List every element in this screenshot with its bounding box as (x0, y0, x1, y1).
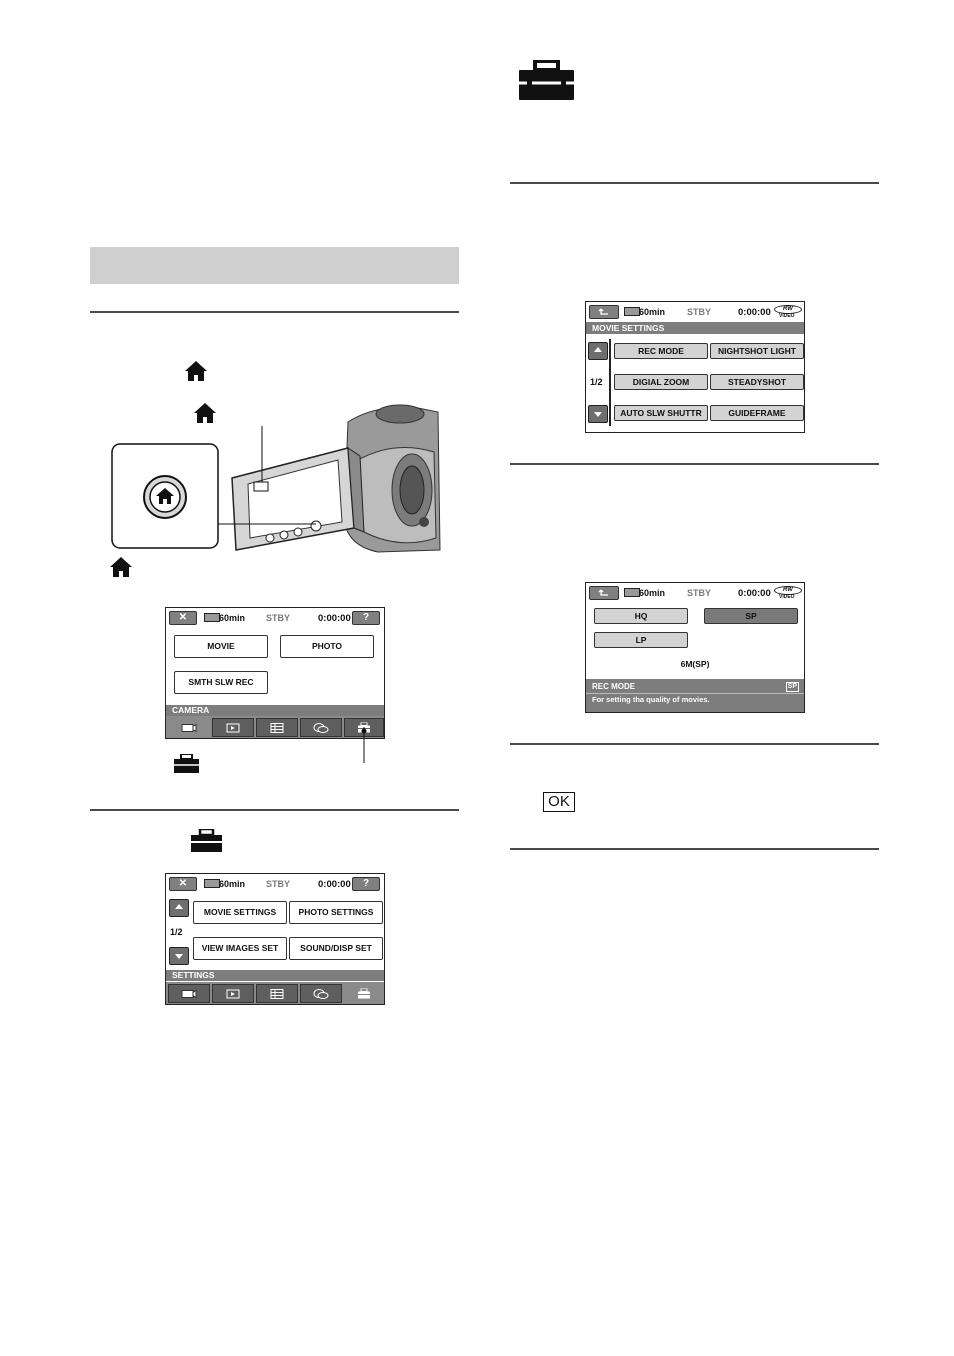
scroll-down-button[interactable] (169, 947, 189, 965)
return-button[interactable] (589, 305, 619, 319)
scroll-up-button[interactable] (588, 342, 608, 360)
tab-other[interactable] (256, 718, 298, 737)
scrollbar[interactable] (609, 339, 611, 426)
toolbox-icon (190, 829, 223, 853)
home-menu-screen (165, 607, 385, 739)
media-logo-sub: VIDEO (779, 313, 795, 319)
return-icon (598, 589, 610, 597)
battery-time: 60min (639, 588, 666, 598)
home-icon (184, 360, 208, 382)
play-icon (226, 723, 240, 733)
movie-button[interactable]: MOVIE (174, 635, 268, 658)
media-logo (774, 586, 802, 598)
current-value: 6M(SP) (680, 659, 710, 669)
scroll-up-button[interactable] (169, 899, 189, 917)
status-text: STBY (687, 307, 712, 317)
info-badge: SP (787, 683, 797, 690)
lcd-status-bar (586, 583, 804, 601)
toolbox-icon (173, 754, 200, 774)
photo-button[interactable]: PHOTO (280, 635, 374, 658)
divider (510, 848, 879, 850)
list-icon (270, 988, 284, 999)
toolbox-icon (357, 988, 371, 999)
divider (90, 809, 459, 811)
ok-button[interactable]: OK (543, 792, 575, 812)
status-text: STBY (266, 879, 291, 889)
tab-settings[interactable] (344, 984, 384, 1003)
status-text: STBY (687, 588, 712, 598)
category-label: SETTINGS (166, 970, 384, 981)
media-logo-sub: VIDEO (779, 594, 795, 600)
smooth-slow-rec-button[interactable]: SMTH SLW REC (174, 671, 268, 694)
battery-time: 60min (639, 307, 666, 317)
battery-time: 60min (219, 879, 246, 889)
option-lp[interactable]: LP (594, 632, 688, 648)
battery-time: 60min (219, 613, 246, 623)
timecode: 0:00:00 (738, 588, 771, 599)
tab-playback[interactable] (212, 718, 254, 737)
close-button[interactable]: ✕ (169, 877, 197, 891)
return-button[interactable] (589, 586, 619, 600)
timecode: 0:00:00 (318, 613, 351, 624)
camcorder-illustration (108, 400, 444, 560)
sound-disp-set-button[interactable]: SOUND/DISP SET (289, 937, 383, 960)
movie-settings-screen (585, 301, 805, 433)
info-title: REC MODE (592, 682, 636, 691)
section-header-band (90, 247, 459, 284)
lcd-status-bar (166, 874, 384, 892)
status-text: STBY (266, 613, 291, 623)
category-tabs (166, 716, 384, 738)
auto-slow-shutter-button[interactable]: AUTO SLW SHUTTR (614, 405, 708, 421)
tab-camera[interactable] (168, 984, 210, 1003)
info-title-underline (586, 693, 804, 694)
divider (510, 182, 879, 184)
digital-zoom-button[interactable]: DIGIAL ZOOM (614, 374, 708, 390)
screen-title: MOVIE SETTINGS (586, 322, 804, 334)
page-indicator: 1/2 (590, 377, 603, 387)
movie-settings-button[interactable]: MOVIE SETTINGS (193, 901, 287, 924)
list-icon (270, 722, 284, 733)
page-indicator: 1/2 (170, 927, 183, 937)
battery-icon (204, 613, 220, 622)
info-description: For setting tha quality of movies. (592, 695, 710, 704)
nightshot-light-button[interactable]: NIGHTSHOT LIGHT (710, 343, 804, 359)
option-hq[interactable]: HQ (594, 608, 688, 624)
media-logo (774, 305, 802, 317)
rec-mode-screen (585, 582, 805, 713)
settings-screen (165, 873, 385, 1005)
scroll-down-button[interactable] (588, 405, 608, 423)
rec-mode-button[interactable]: REC MODE (614, 343, 708, 359)
toolbox-icon (518, 60, 575, 101)
guideframe-button[interactable]: GUIDEFRAME (710, 405, 804, 421)
steadyshot-button[interactable]: STEADYSHOT (710, 374, 804, 390)
tab-camera[interactable] (168, 718, 210, 737)
view-images-set-button[interactable]: VIEW IMAGES SET (193, 937, 287, 960)
photo-settings-button[interactable]: PHOTO SETTINGS (289, 901, 383, 924)
lcd-status-bar (166, 608, 384, 626)
category-label: CAMERA (166, 705, 384, 716)
tab-other[interactable] (256, 984, 298, 1003)
tab-manage-media[interactable] (300, 718, 342, 737)
divider (510, 463, 879, 465)
media-logo-text: RW (774, 586, 802, 595)
option-sp-selected[interactable]: SP (704, 608, 798, 624)
media-icon (313, 988, 329, 999)
lcd-status-bar (586, 302, 804, 320)
camera-icon (181, 723, 197, 732)
tab-playback[interactable] (212, 984, 254, 1003)
battery-icon (624, 307, 640, 316)
callout-line (360, 727, 372, 763)
divider (510, 743, 879, 745)
help-button[interactable]: ? (352, 611, 380, 625)
media-logo-text: RW (774, 305, 802, 314)
info-panel (586, 679, 804, 712)
return-icon (598, 308, 610, 316)
camera-icon (181, 989, 197, 998)
battery-icon (204, 879, 220, 888)
category-tabs (166, 982, 384, 1004)
battery-icon (624, 588, 640, 597)
close-button[interactable]: ✕ (169, 611, 197, 625)
divider (90, 311, 459, 313)
media-icon (313, 722, 329, 733)
tab-manage-media[interactable] (300, 984, 342, 1003)
timecode: 0:00:00 (738, 307, 771, 318)
help-button[interactable]: ? (352, 877, 380, 891)
play-icon (226, 989, 240, 999)
timecode: 0:00:00 (318, 879, 351, 890)
